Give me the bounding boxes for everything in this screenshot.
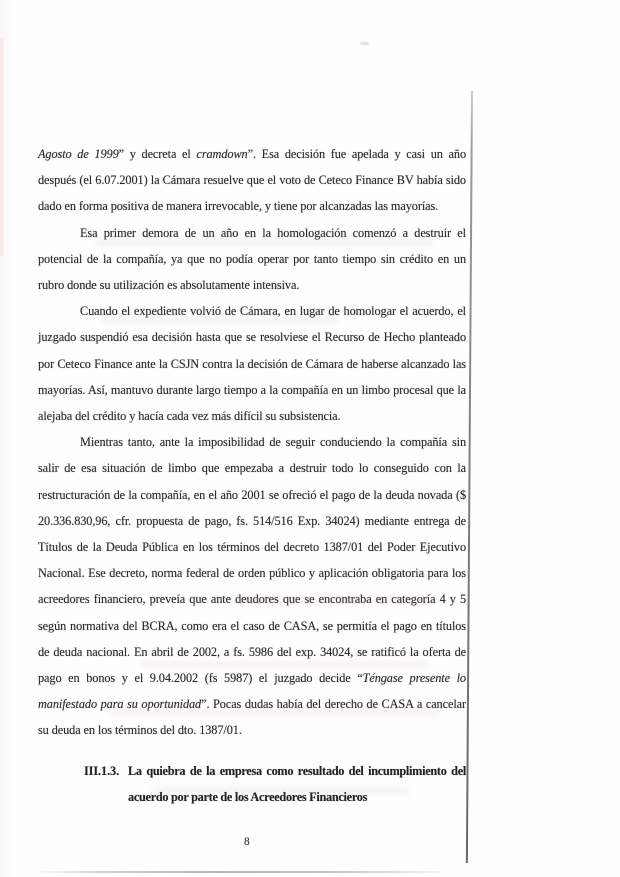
italic-phrase: Agosto de 1999 (38, 147, 119, 161)
scan-edge-line (466, 91, 473, 863)
italic-phrase: cramdown (196, 147, 248, 161)
paragraph-2: Esa primer demora de un año en la homologación comenzó a destruir el potencial de la compañía, ya que no podía operar por tanto tiempo sin crédito en un rubro donde su utilización es absolutamente intensiva. (38, 225, 466, 293)
paragraph-4 (38, 429, 466, 743)
italic-quote: Téngase presente lo manifestado para su oportunidad (38, 671, 466, 712)
section-title: La quiebra de la empresa como resultado del incumplimiento del acuerdo por parte de los Acreedores Financieros (128, 763, 466, 804)
paragraph-1 (38, 141, 466, 220)
bleed-through-smudge (140, 660, 430, 669)
section-heading (38, 758, 466, 810)
bleed-through-smudge (150, 786, 410, 795)
page-number: 8 (244, 836, 250, 848)
bleed-through-smudge (100, 316, 340, 325)
text-segment: ” y decreta el (118, 147, 197, 161)
bleed-through-smudge (230, 596, 440, 605)
scan-edge-tint (0, 38, 3, 256)
text-segment: ”. Pocas dudas había del derecho de CASA a cancelar su deuda en los términos del dto. 1387/01. (38, 697, 466, 738)
section-number: III.1.3. (84, 763, 120, 778)
scan-bottom-line (34, 871, 440, 873)
paragraph-3: Cuando el expediente volvió de Cámara, en lugar de homologar el acuerdo, el juzgado suspendió esa decisión hasta que se resolviese el Recurso de Hecho planteado por Ceteco Finance ante la CSJN contra la decisión de Cámara de haberse alcanzado las mayorías. Así, mantuvo durante largo tiempo a la compañía en un limbo procesal que la alejaba del crédito y hacía cada vez más difícil su subsistencia. (38, 304, 466, 424)
text-segment: Mientras tanto, ante la imposibilidad de seguir conduciendo la compañía sin salir de esa situación de limbo que empezaba a destruir todo lo conseguido con la restructuración de la compañía, en el año 2001 se ofreció el pago de la deuda novada ($ 20.336.830,96, cfr. propuesta de pago, fs. 514/516 Exp. 34024) mediante entrega de Títulos de la Deuda Pública en los términos del decreto 1387/01 del Poder Ejecutivo Nacional. Ese decreto, norma federal de orden público y aplicación obligatoria para los acreedores financiero, preveía que ante deudores que se encontraba en categoría 4 y 5 según normativa del BCRA, como era el caso de CASA, se permitía el pago en títulos de deuda nacional. En abril de 2002, a fs. 5986 del exp. 34024, se ratificó la oferta de pago en bonos y el 9.04.2002 (fs 5987) el juzgado decide “ (38, 435, 466, 686)
bleed-through-smudge (95, 238, 435, 247)
scan-speck (360, 42, 369, 45)
bleed-through-smudge (110, 708, 440, 717)
text-segment: ”. Esa decisión fue apelada y casi un año después (el 6.07.2001) la Cámara resuelve que el voto de Ceteco Finance BV había sido dado en forma positiva de manera irrevocable, y tiene por alcanzadas las mayorías. (38, 147, 467, 214)
